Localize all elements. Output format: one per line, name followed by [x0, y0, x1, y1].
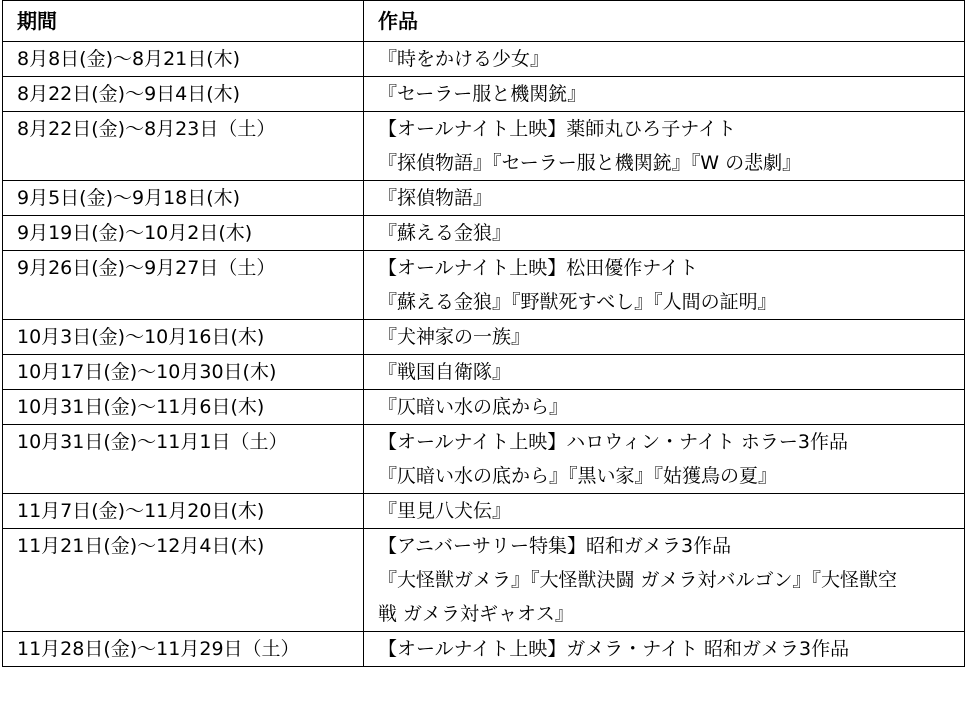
work-cell	[364, 529, 965, 632]
work-cell	[364, 42, 965, 77]
work-cell	[364, 425, 965, 494]
period-cell: 11月28日(金)～11月29日（土）	[3, 632, 364, 667]
work-line: 『探偵物語』	[378, 187, 493, 209]
work-line: 『里見八犬伝』	[378, 500, 512, 522]
work-cell	[364, 632, 965, 667]
column-header-period: 期間	[3, 1, 364, 42]
work-cell	[364, 181, 965, 216]
table-row	[3, 251, 965, 320]
work-cell	[364, 216, 965, 251]
table-row	[3, 181, 965, 216]
table-body	[3, 42, 965, 667]
work-line: 『蘇える金狼』	[378, 222, 512, 244]
work-line: 『仄暗い水の底から』	[378, 396, 569, 418]
table-row	[3, 320, 965, 355]
table-row	[3, 42, 965, 77]
period-cell: 11月7日(金)～11月20日(木)	[3, 494, 364, 529]
table-row	[3, 216, 965, 251]
period-cell: 9月26日(金)～9月27日（土）	[3, 251, 364, 320]
work-line: 『探偵物語』『セーラー服と機関銃』『W の悲劇』	[378, 152, 802, 174]
table-row	[3, 112, 965, 181]
table-row	[3, 390, 965, 425]
period-cell: 9月5日(金)～9月18日(木)	[3, 181, 364, 216]
table-row	[3, 355, 965, 390]
work-line: 『セーラー服と機関銃』	[378, 83, 587, 105]
schedule-table	[2, 0, 965, 667]
work-cell	[364, 320, 965, 355]
period-cell: 10月31日(金)～11月1日（土）	[3, 425, 364, 494]
work-line: 【オールナイト上映】薬師丸ひろ子ナイト	[378, 118, 736, 140]
period-cell: 10月31日(金)～11月6日(木)	[3, 390, 364, 425]
work-line: 『仄暗い水の底から』『黒い家』『姑獲鳥の夏』	[378, 465, 778, 487]
table-row	[3, 77, 965, 112]
work-line: 『蘇える金狼』『野獣死すべし』『人間の証明』	[378, 291, 777, 313]
work-line: 『大怪獣ガメラ』『大怪獣決闘 ガメラ対バルゴン』『大怪獣空	[378, 569, 898, 591]
period-cell: 10月17日(金)～10月30日(木)	[3, 355, 364, 390]
period-cell: 11月21日(金)～12月4日(木)	[3, 529, 364, 632]
work-cell	[364, 112, 965, 181]
work-line: 『犬神家の一族』	[378, 326, 531, 348]
work-cell	[364, 390, 965, 425]
work-line: 『戦国自衛隊』	[378, 361, 512, 383]
work-line: 【オールナイト上映】ガメラ・ナイト 昭和ガメラ3作品	[378, 638, 850, 660]
work-line: 【オールナイト上映】ハロウィン・ナイト ホラー3作品	[378, 431, 848, 453]
table-row	[3, 494, 965, 529]
work-cell	[364, 494, 965, 529]
work-line: 『時をかける少女』	[378, 48, 550, 70]
table-row	[3, 632, 965, 667]
table-row	[3, 529, 965, 632]
work-line: 戦 ガメラ対ギャオス』	[378, 603, 574, 625]
work-cell	[364, 77, 965, 112]
period-cell: 8月22日(金)～8月23日（土）	[3, 112, 364, 181]
work-line: 【アニバーサリー特集】昭和ガメラ3作品	[378, 535, 732, 557]
period-cell: 8月22日(金)～9日4日(木)	[3, 77, 364, 112]
table-header-row	[3, 1, 965, 42]
work-cell	[364, 355, 965, 390]
period-cell: 8月8日(金)～8月21日(木)	[3, 42, 364, 77]
work-cell	[364, 251, 965, 320]
table-row	[3, 425, 965, 494]
period-cell: 10月3日(金)～10月16日(木)	[3, 320, 364, 355]
column-header-work: 作品	[364, 1, 965, 42]
work-line: 【オールナイト上映】松田優作ナイト	[378, 257, 698, 279]
period-cell: 9月19日(金)～10月2日(木)	[3, 216, 364, 251]
